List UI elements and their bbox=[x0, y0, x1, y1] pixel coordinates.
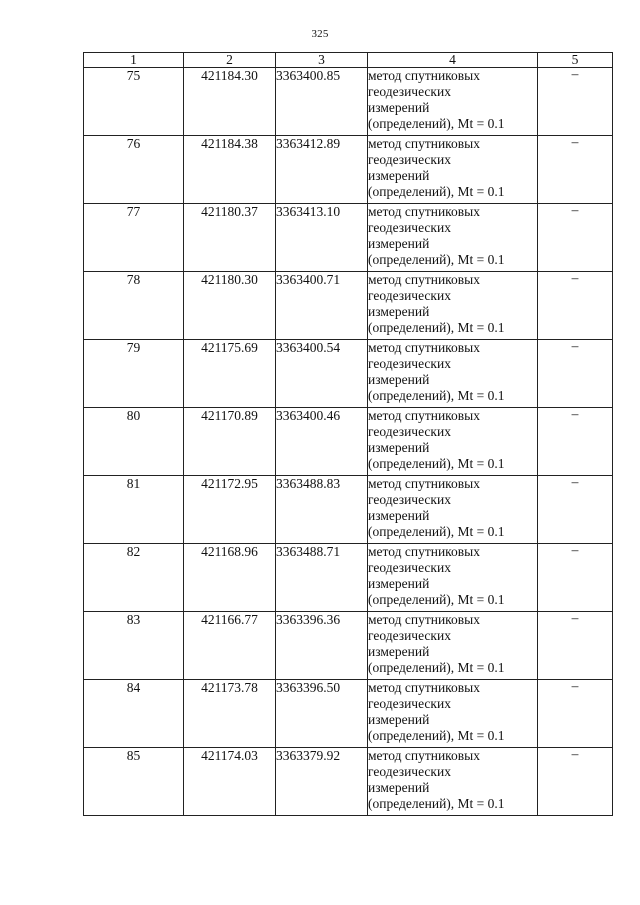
y-coordinate-cell: 3363412.89 bbox=[276, 136, 368, 204]
point-number-cell: 75 bbox=[84, 68, 184, 136]
accuracy-cell bbox=[538, 612, 613, 680]
table-row bbox=[84, 408, 613, 476]
accuracy-cell bbox=[538, 680, 613, 748]
method-text-line: (определений), Mt = 0.1 bbox=[368, 660, 505, 675]
method-cell bbox=[368, 204, 538, 272]
method-cell bbox=[368, 612, 538, 680]
y-coordinate-cell: 3363396.36 bbox=[276, 612, 368, 680]
x-coordinate-cell: 421174.03 bbox=[184, 748, 276, 816]
method-text-line: геодезических bbox=[368, 696, 451, 711]
x-coordinate-cell: 421168.96 bbox=[184, 544, 276, 612]
method-text-line: метод спутниковых bbox=[368, 748, 480, 763]
coordinates-table bbox=[83, 52, 613, 816]
accuracy-cell bbox=[538, 68, 613, 136]
y-coordinate-cell: 3363396.50 bbox=[276, 680, 368, 748]
method-text-line: измерений bbox=[368, 100, 430, 115]
x-coordinate-cell: 421166.77 bbox=[184, 612, 276, 680]
method-cell bbox=[368, 680, 538, 748]
accuracy-cell bbox=[538, 476, 613, 544]
method-text-line: геодезических bbox=[368, 560, 451, 575]
method-text-line: измерений bbox=[368, 508, 430, 523]
table-row bbox=[84, 748, 613, 816]
method-text-line: метод спутниковых bbox=[368, 68, 480, 83]
method-text-line: метод спутниковых bbox=[368, 340, 480, 355]
y-coordinate-cell: 3363400.54 bbox=[276, 340, 368, 408]
point-number-cell: 81 bbox=[84, 476, 184, 544]
point-number-cell: 76 bbox=[84, 136, 184, 204]
x-coordinate-cell: 421175.69 bbox=[184, 340, 276, 408]
method-text-line: геодезических bbox=[368, 356, 451, 371]
method-text-line: (определений), Mt = 0.1 bbox=[368, 320, 505, 335]
y-coordinate-cell: 3363400.85 bbox=[276, 68, 368, 136]
method-cell bbox=[368, 544, 538, 612]
dash-mark: – bbox=[571, 134, 579, 149]
method-text-line: метод спутниковых bbox=[368, 408, 480, 423]
method-text-line: измерений bbox=[368, 780, 430, 795]
method-text-line: (определений), Mt = 0.1 bbox=[368, 252, 505, 267]
method-text-line: геодезических bbox=[368, 220, 451, 235]
x-coordinate-cell: 421180.30 bbox=[184, 272, 276, 340]
dash-mark: – bbox=[571, 406, 579, 421]
point-number-cell: 82 bbox=[84, 544, 184, 612]
method-cell bbox=[368, 748, 538, 816]
table-row bbox=[84, 68, 613, 136]
table-row bbox=[84, 204, 613, 272]
point-number-cell: 80 bbox=[84, 408, 184, 476]
method-text-line: метод спутниковых bbox=[368, 544, 480, 559]
y-coordinate-cell: 3363379.92 bbox=[276, 748, 368, 816]
method-text-line: геодезических bbox=[368, 152, 451, 167]
method-text-line: измерений bbox=[368, 372, 430, 387]
y-coordinate-cell: 3363488.83 bbox=[276, 476, 368, 544]
dash-mark: – bbox=[571, 338, 579, 353]
accuracy-cell bbox=[538, 544, 613, 612]
table-row bbox=[84, 476, 613, 544]
point-number-cell: 77 bbox=[84, 204, 184, 272]
method-text-line: (определений), Mt = 0.1 bbox=[368, 796, 505, 811]
dash-mark: – bbox=[571, 474, 579, 489]
accuracy-cell bbox=[538, 408, 613, 476]
dash-mark: – bbox=[571, 66, 579, 81]
method-text-line: измерений bbox=[368, 236, 430, 251]
y-coordinate-cell: 3363488.71 bbox=[276, 544, 368, 612]
method-text-line: (определений), Mt = 0.1 bbox=[368, 456, 505, 471]
method-text-line: геодезических bbox=[368, 424, 451, 439]
dash-mark: – bbox=[571, 270, 579, 285]
x-coordinate-cell: 421184.30 bbox=[184, 68, 276, 136]
method-text-line: геодезических bbox=[368, 84, 451, 99]
method-text-line: метод спутниковых bbox=[368, 476, 480, 491]
method-text-line: метод спутниковых bbox=[368, 204, 480, 219]
y-coordinate-cell: 3363413.10 bbox=[276, 204, 368, 272]
dash-mark: – bbox=[571, 678, 579, 693]
point-number-cell: 85 bbox=[84, 748, 184, 816]
point-number-cell: 78 bbox=[84, 272, 184, 340]
method-text-line: измерений bbox=[368, 644, 430, 659]
method-text-line: геодезических bbox=[368, 288, 451, 303]
method-cell bbox=[368, 340, 538, 408]
method-text-line: метод спутниковых bbox=[368, 680, 480, 695]
table-row bbox=[84, 680, 613, 748]
method-text-line: (определений), Mt = 0.1 bbox=[368, 388, 505, 403]
method-cell bbox=[368, 408, 538, 476]
method-text-line: (определений), Mt = 0.1 bbox=[368, 116, 505, 131]
method-cell bbox=[368, 272, 538, 340]
point-number-cell: 84 bbox=[84, 680, 184, 748]
page-number: 325 bbox=[311, 28, 329, 40]
accuracy-cell bbox=[538, 272, 613, 340]
x-coordinate-cell: 421184.38 bbox=[184, 136, 276, 204]
x-coordinate-cell: 421172.95 bbox=[184, 476, 276, 544]
method-text-line: метод спутниковых bbox=[368, 272, 480, 287]
column-header-1: 1 bbox=[84, 53, 184, 68]
accuracy-cell bbox=[538, 136, 613, 204]
dash-mark: – bbox=[571, 746, 579, 761]
table-row bbox=[84, 136, 613, 204]
x-coordinate-cell: 421180.37 bbox=[184, 204, 276, 272]
table-header-row bbox=[84, 53, 613, 68]
table-row bbox=[84, 272, 613, 340]
column-header-2: 2 bbox=[184, 53, 276, 68]
method-text-line: измерений bbox=[368, 168, 430, 183]
y-coordinate-cell: 3363400.46 bbox=[276, 408, 368, 476]
x-coordinate-cell: 421170.89 bbox=[184, 408, 276, 476]
method-text-line: измерений bbox=[368, 712, 430, 727]
method-text-line: (определений), Mt = 0.1 bbox=[368, 184, 505, 199]
dash-mark: – bbox=[571, 610, 579, 625]
y-coordinate-cell: 3363400.71 bbox=[276, 272, 368, 340]
method-text-line: метод спутниковых bbox=[368, 612, 480, 627]
column-header-5: 5 bbox=[538, 53, 613, 68]
column-header-4: 4 bbox=[368, 53, 538, 68]
point-number-cell: 83 bbox=[84, 612, 184, 680]
method-text-line: геодезических bbox=[368, 764, 451, 779]
method-cell bbox=[368, 68, 538, 136]
point-number-cell: 79 bbox=[84, 340, 184, 408]
method-text-line: метод спутниковых bbox=[368, 136, 480, 151]
method-text-line: геодезических bbox=[368, 628, 451, 643]
table-body bbox=[84, 68, 613, 816]
accuracy-cell bbox=[538, 748, 613, 816]
method-text-line: измерений bbox=[368, 304, 430, 319]
method-text-line: (определений), Mt = 0.1 bbox=[368, 524, 505, 539]
method-text-line: (определений), Mt = 0.1 bbox=[368, 592, 505, 607]
method-text-line: (определений), Mt = 0.1 bbox=[368, 728, 505, 743]
method-text-line: измерений bbox=[368, 576, 430, 591]
dash-mark: – bbox=[571, 542, 579, 557]
column-header-3: 3 bbox=[276, 53, 368, 68]
method-text-line: геодезических bbox=[368, 492, 451, 507]
table-row bbox=[84, 340, 613, 408]
x-coordinate-cell: 421173.78 bbox=[184, 680, 276, 748]
method-text-line: измерений bbox=[368, 440, 430, 455]
method-cell bbox=[368, 136, 538, 204]
method-cell bbox=[368, 476, 538, 544]
table-row bbox=[84, 612, 613, 680]
accuracy-cell bbox=[538, 340, 613, 408]
dash-mark: – bbox=[571, 202, 579, 217]
accuracy-cell bbox=[538, 204, 613, 272]
table-row bbox=[84, 544, 613, 612]
